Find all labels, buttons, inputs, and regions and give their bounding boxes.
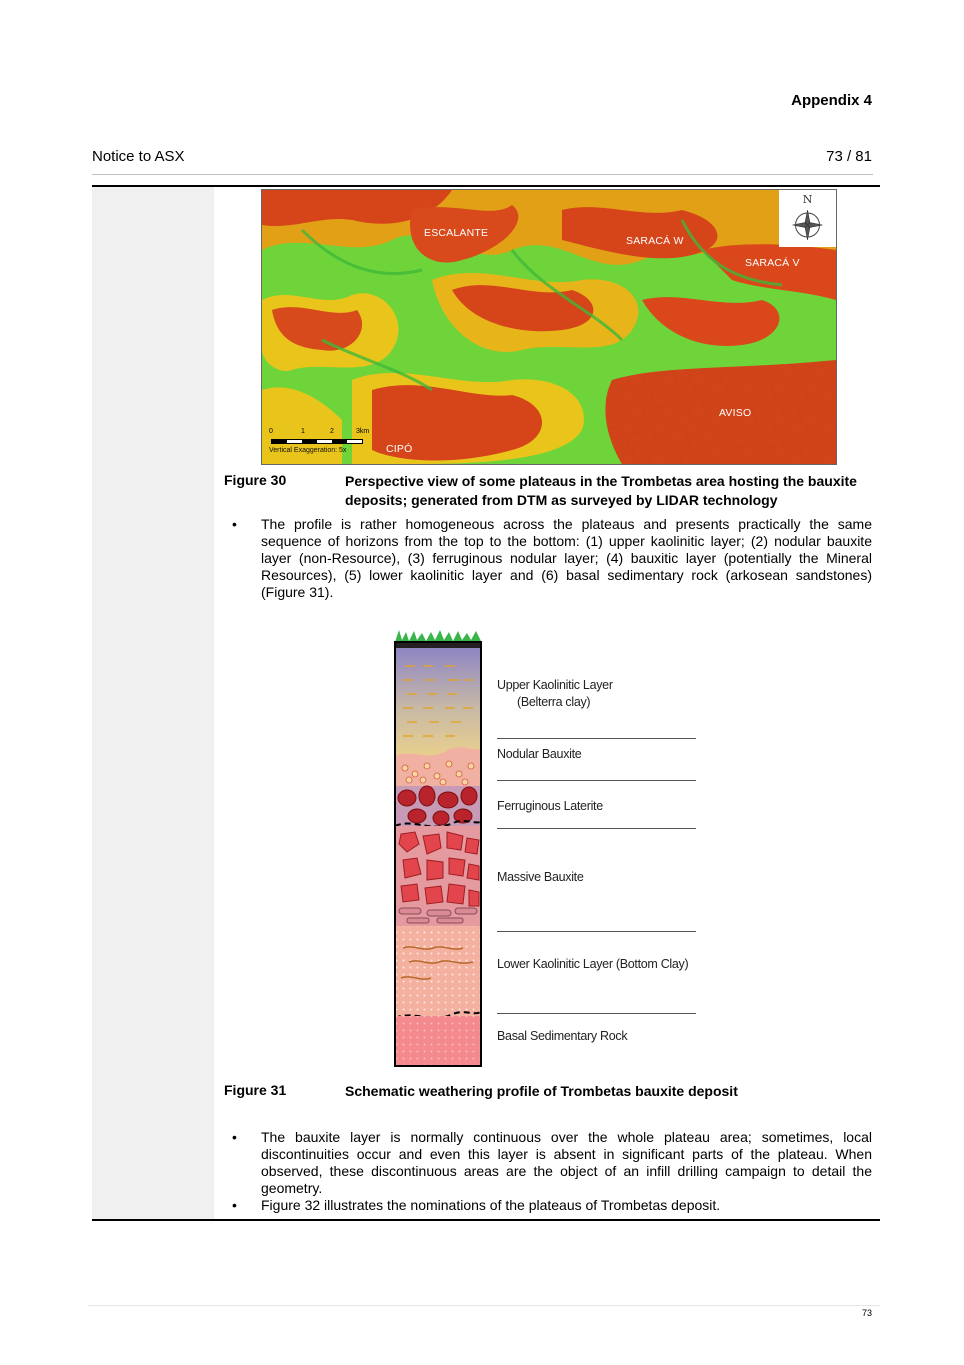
vertical-exaggeration-note: Vertical Exaggeration: 5x (269, 447, 347, 454)
bullet-marker: • (232, 1129, 237, 1145)
layer-label-upper-kaolinitic: Upper Kaolinitic Layer (497, 678, 613, 692)
bauxite-continuity-paragraph: The bauxite layer is normally continuous over the whole plateau area; sometimes, local discontinuities occur and even this layer is absent in significant parts of the plateau. When observed, these discontinuous areas are the object of an infill drilling campaign to detail the geometry. (261, 1129, 872, 1196)
figure-32-reference-paragraph: Figure 32 illustrates the nominations of the plateaus of Trombetas deposit. (261, 1197, 721, 1213)
terrain-perspective-map (261, 189, 837, 465)
map-label-cipo: CIPÓ (386, 443, 413, 455)
layer-label-nodular-bauxite: Nodular Bauxite (497, 747, 582, 761)
figure-31-number: Figure 31 (224, 1082, 287, 1098)
figure-31-caption: Schematic weathering profile of Trombetas bauxite deposit (345, 1083, 738, 1099)
map-label-saraca-v: SARACÁ V (745, 257, 800, 269)
header-divider (92, 174, 873, 175)
layer-divider (497, 931, 696, 932)
bullet-marker: • (232, 1197, 237, 1213)
content-bottom-rule (92, 1219, 880, 1221)
north-arrow (779, 190, 836, 247)
map-scale-bar (269, 428, 374, 458)
scale-tick-1: 1 (301, 428, 305, 435)
scale-bar-graphic (271, 439, 363, 444)
left-margin-column (92, 187, 214, 1219)
scale-tick-2: 2 (330, 428, 334, 435)
header-document-title: Notice to ASX (92, 148, 185, 165)
map-label-saraca-w: SARACÁ W (626, 235, 684, 247)
profile-description-paragraph: The profile is rather homogeneous across the plateaus and presents practically the same sequence of horizons from the top to the bottom: (1) upper kaolinitic layer; (2) nodular bauxite layer (non-Resource), (3) ferruginous nodular layer; (4) bauxitic layer (potentially the Mineral Resources), (5) lower kaolinitic layer and (6) basal sedimentary rock (arkosean sandstones) (Figure 31). (261, 516, 872, 600)
layer-divider (497, 738, 696, 739)
layer-divider (497, 1013, 696, 1014)
map-label-aviso: AVISO (719, 407, 752, 419)
figure-30-caption: Perspective view of some plateaus in the Trombetas area hosting the bauxite deposits; generated from DTM as surveyed by LIDAR technology (345, 473, 857, 508)
bullet-marker: • (232, 516, 237, 532)
scale-tick-3km: 3km (356, 428, 370, 435)
weathering-column (393, 628, 493, 1068)
page-number: 73 (861, 1308, 872, 1318)
footer-divider (88, 1305, 880, 1306)
layer-label-belterra-clay: (Belterra clay) (517, 695, 591, 709)
north-letter: N (802, 193, 813, 206)
map-label-escalante: ESCALANTE (424, 227, 489, 239)
layer-label-massive-bauxite: Massive Bauxite (497, 870, 584, 884)
weathering-profile-diagram (393, 628, 703, 1068)
header-page-count: 73 / 81 (826, 148, 872, 165)
layer-label-lower-kaolinitic: Lower Kaolinitic Layer (Bottom Clay) (497, 957, 689, 971)
layer-divider (497, 828, 696, 829)
layer-label-basal-sedimentary: Basal Sedimentary Rock (497, 1029, 628, 1043)
terrain-render (262, 190, 836, 464)
scale-tick-0: 0 (269, 428, 273, 435)
layer-label-ferruginous-laterite: Ferruginous Laterite (497, 799, 603, 813)
appendix-title: Appendix 4 (791, 92, 872, 109)
compass-rose-icon (779, 190, 836, 247)
figure-30-number: Figure 30 (224, 472, 287, 488)
layer-divider (497, 780, 696, 781)
